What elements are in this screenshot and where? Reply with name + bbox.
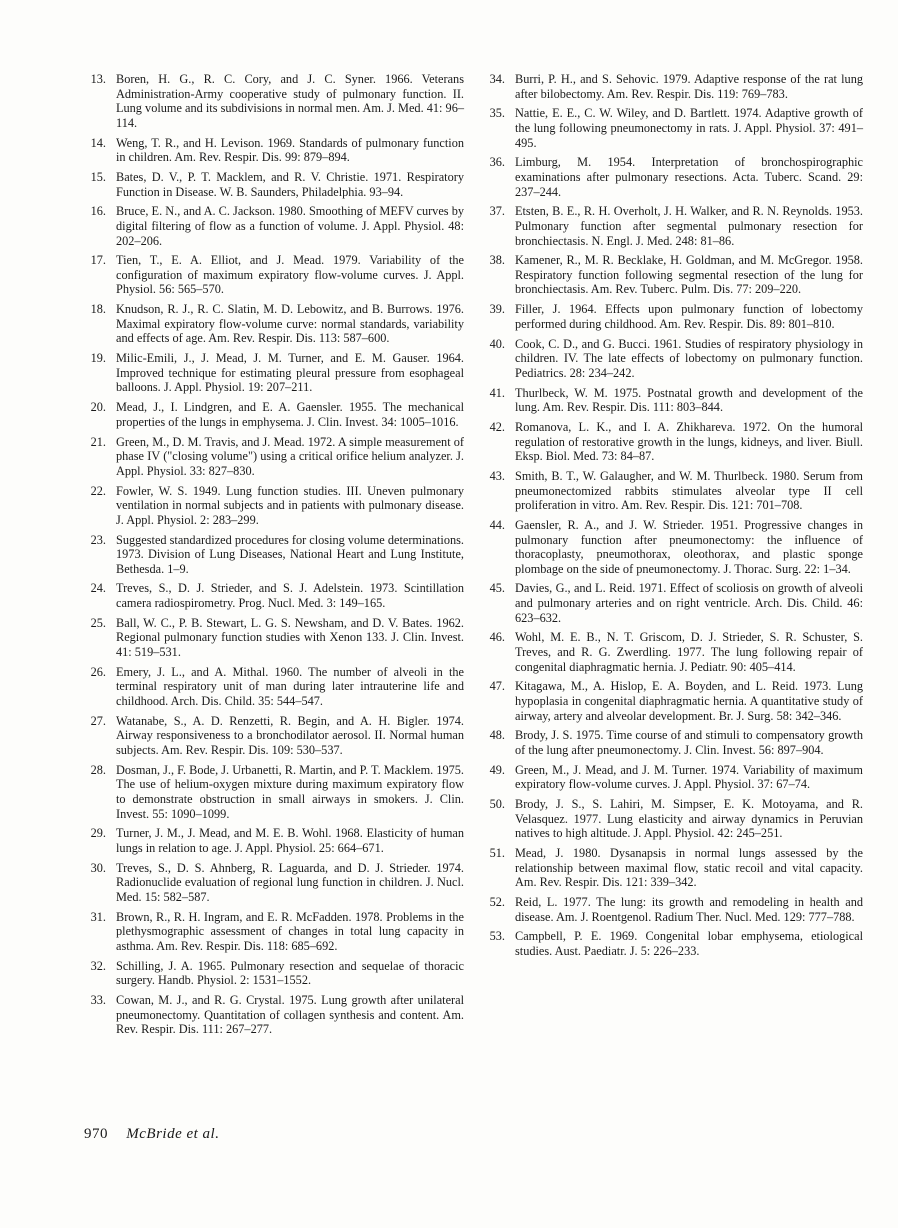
reference-number: 20. (90, 400, 106, 415)
reference-entry (84, 861, 464, 905)
reference-text: Reid, L. 1977. The lung: its growth and remodeling in health and disease. Am. J. Roentgenol. Radium Ther. Nucl. Med. 129: 777–788. (515, 895, 863, 924)
reference-text: Boren, H. G., R. C. Cory, and J. C. Syner. 1966. Veterans Administration-Army cooperative study of pulmonary function. II. Lung volume and its subdivisions in normal men. Am. J. Med. 41: 96–114. (116, 72, 464, 130)
reference-number: 47. (489, 679, 505, 694)
reference-entry (84, 400, 464, 429)
reference-text: Emery, J. L., and A. Mithal. 1960. The number of alveoli in the terminal respiratory unit of man during later intrauterine life and childhood. Arch. Dis. Child. 35: 544–547. (116, 664, 464, 708)
reference-text: Treves, S., D. J. Strieder, and S. J. Adelstein. 1973. Scintillation camera radiospirometry. Prog. Nucl. Med. 3: 149–165. (116, 581, 464, 611)
references-column-left (84, 72, 464, 1042)
reference-number: 34. (489, 72, 505, 86)
reference-number: 31. (90, 909, 106, 924)
reference-text: Green, M., J. Mead, and J. M. Turner. 1974. Variability of maximum expiratory flow-volume curves. J. Appl. Physiol. 37: 67–74. (515, 762, 863, 792)
reference-number: 35. (489, 106, 505, 121)
reference-entry (483, 386, 863, 415)
reference-entry (483, 420, 863, 464)
reference-entry (483, 337, 863, 381)
reference-entry (84, 993, 464, 1037)
reference-entry (483, 929, 863, 958)
reference-number: 17. (90, 253, 106, 268)
reference-text: Brody, J. S., S. Lahiri, M. Simpser, E. K. Motoyama, and R. Velasquez. 1977. Lung elasticity and airway dynamics in Peruvian natives to high altitude. J. Appl. Physiol. 42: 245–251. (515, 797, 863, 841)
reference-entry (483, 469, 863, 513)
reference-entry (483, 895, 863, 924)
reference-entry (483, 630, 863, 674)
reference-entry (84, 714, 464, 758)
reference-number: 40. (489, 336, 505, 351)
reference-entry (84, 136, 464, 165)
reference-number: 33. (90, 993, 106, 1007)
reference-entry (84, 170, 464, 199)
reference-entry (84, 665, 464, 709)
reference-number: 44. (489, 517, 505, 532)
reference-number: 39. (489, 302, 505, 317)
reference-text: Thurlbeck, W. M. 1975. Postnatal growth and development of the lung. Am. Rev. Respir. Dis. 111: 803–844. (515, 385, 863, 415)
reference-text: Smith, B. T., W. Galaugher, and W. M. Thurlbeck. 1980. Serum from pneumonectomized rabbits stimulates alveolar type II cell proliferation in vitro. Am. Rev. Respir. Dis. 121: 701–708. (515, 468, 863, 513)
reference-text: Romanova, L. K., and I. A. Zhikhareva. 1972. On the humoral regulation of restorative growth in the lungs, kidneys, and liver. Biull. Eksp. Biol. Med. 73: 84–87. (515, 419, 863, 464)
reference-number: 48. (489, 728, 505, 743)
reference-entry (84, 533, 464, 577)
reference-text: Kamener, R., M. R. Becklake, H. Goldman, and M. McGregor. 1958. Respiratory function following segmental resection of the lung for bronchiectasis. Am. Rev. Tuberc. Pulm. Dis. 77: 209–220. (515, 253, 863, 297)
reference-entry (483, 846, 863, 890)
reference-entry (84, 351, 464, 395)
reference-number: 51. (489, 846, 505, 861)
reference-number: 26. (90, 664, 106, 679)
reference-number: 29. (90, 826, 106, 841)
reference-entry (84, 253, 464, 297)
reference-entry (483, 797, 863, 841)
reference-number: 50. (489, 797, 505, 812)
reference-text: Nattie, E. E., C. W. Wiley, and D. Bartlett. 1974. Adaptive growth of the lung following pneumonectomy in rats. J. Appl. Physiol. 37: 491–495. (515, 106, 863, 150)
reference-text: Ball, W. C., P. B. Stewart, L. G. S. Newsham, and D. V. Bates. 1962. Regional pulmonary function studies with Xenon 133. J. Clin. Invest. 41: 519–531. (116, 615, 464, 660)
reference-entry (84, 959, 464, 988)
reference-number: 27. (90, 713, 106, 728)
reference-text: Fowler, W. S. 1949. Lung function studies. III. Uneven pulmonary ventilation in normal subjects and in patients with pulmonary disease. J. Appl. Physiol. 2: 283–299. (116, 483, 464, 527)
reference-entry (84, 435, 464, 479)
reference-text: Schilling, J. A. 1965. Pulmonary resection and sequelae of thoracic surgery. Handb. Physiol. 2: 1531–1552. (116, 958, 464, 988)
reference-entry (483, 302, 863, 331)
reference-number: 32. (90, 958, 106, 973)
reference-entry (483, 106, 863, 150)
reference-text: Weng, T. R., and H. Levison. 1969. Standards of pulmonary function in children. Am. Rev. Respir. Dis. 99: 879–894. (116, 135, 464, 165)
reference-entry (483, 518, 863, 576)
reference-entry (84, 763, 464, 821)
reference-text: Filler, J. 1964. Effects upon pulmonary function of lobectomy performed during childhood. Am. Rev. Respir. Dis. 89: 801–810. (515, 302, 863, 331)
reference-text: Brown, R., R. H. Ingram, and E. R. McFadden. 1978. Problems in the plethysmographic assessment of changes in total lung capacity in asthma. Am. Rev. Respir. Dis. 118: 685–692. (116, 909, 464, 953)
reference-text: Green, M., D. M. Travis, and J. Mead. 1972. A simple measurement of phase IV ("closing volume") using a critical orifice helium analyzer. J. Appl. Physiol. 33: 827–830. (116, 434, 464, 478)
reference-entry (483, 253, 863, 297)
reference-number: 43. (489, 468, 505, 483)
reference-text: Mead, J. 1980. Dysanapsis in normal lungs assessed by the relationship between maximal flow, static recoil and vital capacity. Am. Rev. Respir. Dis. 121: 339–342. (515, 846, 863, 890)
reference-number: 38. (489, 253, 505, 268)
reference-text: Cook, C. D., and G. Bucci. 1961. Studies of respiratory physiology in children. IV. The late effects of lobectomy on pulmonary function. Pediatrics. 28: 234–242. (515, 336, 863, 380)
reference-number: 53. (489, 929, 505, 944)
reference-number: 36. (489, 155, 505, 170)
reference-entry (483, 155, 863, 199)
reference-text: Etsten, B. E., R. H. Overholt, J. H. Walker, and R. N. Reynolds. 1953. Pulmonary function after segmental pulmonary resection for bronchiectasis. N. Engl. J. Med. 248: 81–86. (515, 204, 863, 248)
reference-number: 13. (90, 72, 106, 86)
reference-text: Limburg, M. 1954. Interpretation of bronchospirographic examinations after pulmonary resections. Acta. Tuberc. Scand. 29: 237–244. (515, 155, 863, 199)
reference-entry (483, 763, 863, 792)
reference-text: Kitagawa, M., A. Hislop, E. A. Boyden, and L. Reid. 1973. Lung hypoplasia in congenital diaphragmatic hernia. A quantitative study of airway, artery and alveolar development. Br. J. Surg. 58: 342–346. (515, 679, 863, 723)
reference-number: 46. (489, 630, 505, 645)
reference-number: 42. (489, 419, 505, 434)
reference-text: Mead, J., I. Lindgren, and E. A. Gaensler. 1955. The mechanical properties of the lungs in emphysema. J. Clin. Invest. 34: 1005–1016. (116, 400, 464, 429)
reference-text: Turner, J. M., J. Mead, and M. E. B. Wohl. 1968. Elasticity of human lungs in relation to age. J. Appl. Physiol. 25: 664–671. (116, 826, 464, 855)
reference-entry (483, 581, 863, 625)
reference-text: Suggested standardized procedures for closing volume determinations. 1973. Division of Lung Diseases, National Heart and Lung Institute, Bethesda. 1–9. (116, 532, 464, 576)
reference-number: 49. (489, 762, 505, 777)
references-column-right (483, 72, 863, 964)
reference-number: 45. (489, 581, 505, 596)
reference-number: 23. (90, 532, 106, 547)
reference-number: 15. (90, 169, 106, 184)
reference-text: Knudson, R. J., R. C. Slatin, M. D. Lebowitz, and B. Burrows. 1976. Maximal expiratory flow-volume curve: normal standards, variability and effects of age. Am. Rev. Respir. Dis. 113: 587–600. (116, 302, 464, 346)
reference-text: Milic-Emili, J., J. Mead, J. M. Turner, and E. M. Gauser. 1964. Improved technique for estimating pleural pressure from esophageal balloons. J. Appl. Physiol. 19: 207–211. (116, 351, 464, 395)
reference-number: 22. (90, 483, 106, 498)
reference-text: Davies, G., and L. Reid. 1971. Effect of scoliosis on growth of alveoli and pulmonary arteries and on right ventricle. Arch. Dis. Child. 46: 623–632. (515, 581, 863, 625)
reference-number: 41. (489, 385, 505, 400)
page-number: 970 (84, 1126, 108, 1142)
reference-number: 52. (489, 895, 505, 910)
reference-text: Campbell, P. E. 1969. Congenital lobar emphysema, etiological studies. Aust. Paediatr. J. 5: 226–233. (515, 929, 863, 959)
page-footer (84, 1126, 219, 1143)
reference-entry (483, 679, 863, 723)
reference-number: 16. (90, 204, 106, 219)
reference-entry (84, 204, 464, 248)
running-head: McBride et al. (126, 1126, 220, 1142)
reference-entry (84, 302, 464, 346)
reference-text: Wohl, M. E. B., N. T. Griscom, D. J. Strieder, S. R. Schuster, S. Treves, and R. G. Zwerdling. 1977. The lung following repair of congenital diaphragmatic hernia. J. Pediatr. 90: 405–414. (515, 630, 863, 674)
reference-number: 21. (90, 434, 106, 449)
reference-entry (483, 728, 863, 757)
reference-number: 30. (90, 860, 106, 875)
reference-number: 18. (90, 302, 106, 317)
reference-text: Treves, S., D. S. Ahnberg, R. Laguarda, and D. J. Strieder. 1974. Radionuclide evaluation of regional lung function in children. J. Nucl. Med. 15: 582–587. (116, 860, 464, 904)
reference-entry (84, 484, 464, 528)
reference-number: 14. (90, 135, 106, 150)
reference-text: Gaensler, R. A., and J. W. Strieder. 1951. Progressive changes in pulmonary function after pneumonectomy: the influence of thoracoplasty, pneumothorax, oleothorax, and plastic sponge plombage on the side of pneumonectomy. J. Thorac. Surg. 22: 1–34. (515, 517, 863, 576)
reference-text: Brody, J. S. 1975. Time course of and stimuli to compensatory growth of the lung after pneumonectomy. J. Clin. Invest. 56: 897–904. (515, 728, 863, 757)
reference-text: Burri, P. H., and S. Sehovic. 1979. Adaptive response of the rat lung after bilobectomy. Am. Rev. Respir. Dis. 119: 769–783. (515, 72, 863, 101)
reference-number: 28. (90, 762, 106, 777)
reference-text: Tien, T., E. A. Elliot, and J. Mead. 1979. Variability of the configuration of maximum expiratory flow-volume curves. J. Appl. Physiol. 56: 565–570. (116, 253, 464, 297)
reference-entry (84, 616, 464, 660)
reference-entry (84, 910, 464, 954)
reference-text: Bruce, E. N., and A. C. Jackson. 1980. Smoothing of MEFV curves by digital filtering of flow as a function of volume. J. Appl. Physiol. 48: 202–206. (116, 204, 464, 248)
reference-number: 19. (90, 351, 106, 366)
reference-entry (84, 581, 464, 610)
reference-text: Bates, D. V., P. T. Macklem, and R. V. Christie. 1971. Respiratory Function in Disease. W. B. Saunders, Philadelphia. 93–94. (116, 169, 464, 199)
reference-entry (483, 72, 863, 101)
reference-text: Cowan, M. J., and R. G. Crystal. 1975. Lung growth after unilateral pneumonectomy. Quantitation of collagen synthesis and content. Am. Rev. Respir. Dis. 111: 267–277. (116, 993, 464, 1037)
reference-text: Dosman, J., F. Bode, J. Urbanetti, R. Martin, and P. T. Macklem. 1975. The use of helium-oxygen mixture during maximum expiratory flow to demonstrate obstruction in small airways in smokers. J. Clin. Invest. 55: 1090–1099. (116, 762, 464, 821)
reference-entry (84, 826, 464, 855)
reference-number: 24. (90, 581, 106, 596)
reference-number: 37. (489, 204, 505, 219)
reference-entry (84, 72, 464, 130)
reference-entry (483, 204, 863, 248)
reference-number: 25. (90, 615, 106, 630)
reference-text: Watanabe, S., A. D. Renzetti, R. Begin, and A. H. Bigler. 1974. Airway responsiveness to a bronchodilator aerosol. II. Normal human subjects. Am. Rev. Respir. Dis. 109: 530–537. (116, 713, 464, 757)
